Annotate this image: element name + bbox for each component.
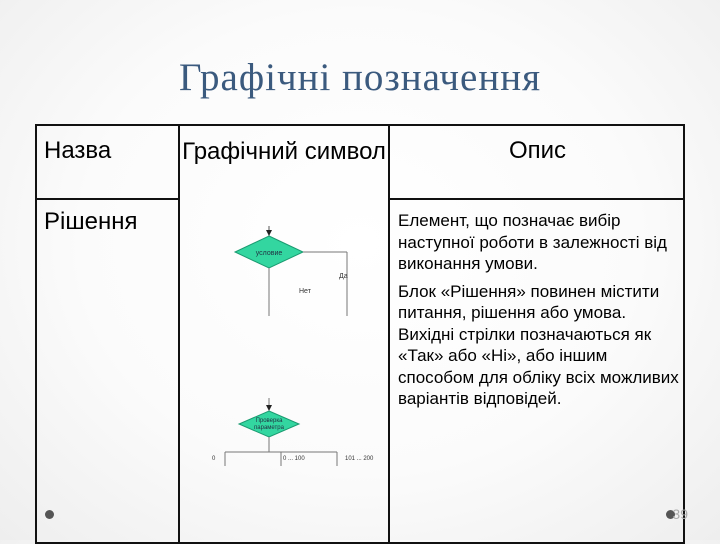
header-description: Опис xyxy=(508,137,567,164)
page-number: 39 xyxy=(672,506,688,522)
diamond-1-label: условие xyxy=(255,250,283,257)
arrow-head-icon xyxy=(266,230,272,236)
column-divider xyxy=(178,126,180,542)
branch-3-label: 101 ... 200 xyxy=(345,456,374,462)
description-paragraph-1: Елемент, що позначає вибір наступної роботи в залежності від виконання умови. xyxy=(398,211,667,273)
symbols-table xyxy=(35,124,685,544)
arrow-head-icon xyxy=(266,405,272,411)
row-description xyxy=(398,210,683,416)
yes-label: Да xyxy=(339,273,348,280)
column-divider xyxy=(388,126,390,542)
diamond-2-label-1: Проверка xyxy=(255,418,283,424)
description-paragraph-2: Блок «Рішення» повинен містити питання, рішення або умова. Вихідні стрілки позначаються як «Так» або «Ні», або іншим способом для обліку всіх можливих варіантів відповідей. xyxy=(398,281,679,408)
row-divider xyxy=(388,198,685,200)
row-name-decision: Рішення xyxy=(44,208,138,235)
decision-symbol-diagram xyxy=(207,216,387,476)
decorative-dot-icon xyxy=(45,510,54,519)
slide-title: Графічні позначення xyxy=(178,56,542,99)
branch-2-label: 0 ... 100 xyxy=(283,456,305,462)
header-name: Назва xyxy=(44,137,112,164)
no-label: Нет xyxy=(299,288,311,295)
decision-diamond-2 xyxy=(239,411,299,437)
diamond-2-label-2: параметра xyxy=(254,425,284,431)
header-symbol: Графічний символ xyxy=(182,138,386,165)
row-divider xyxy=(37,198,178,200)
branch-1-label: 0 xyxy=(212,456,216,462)
